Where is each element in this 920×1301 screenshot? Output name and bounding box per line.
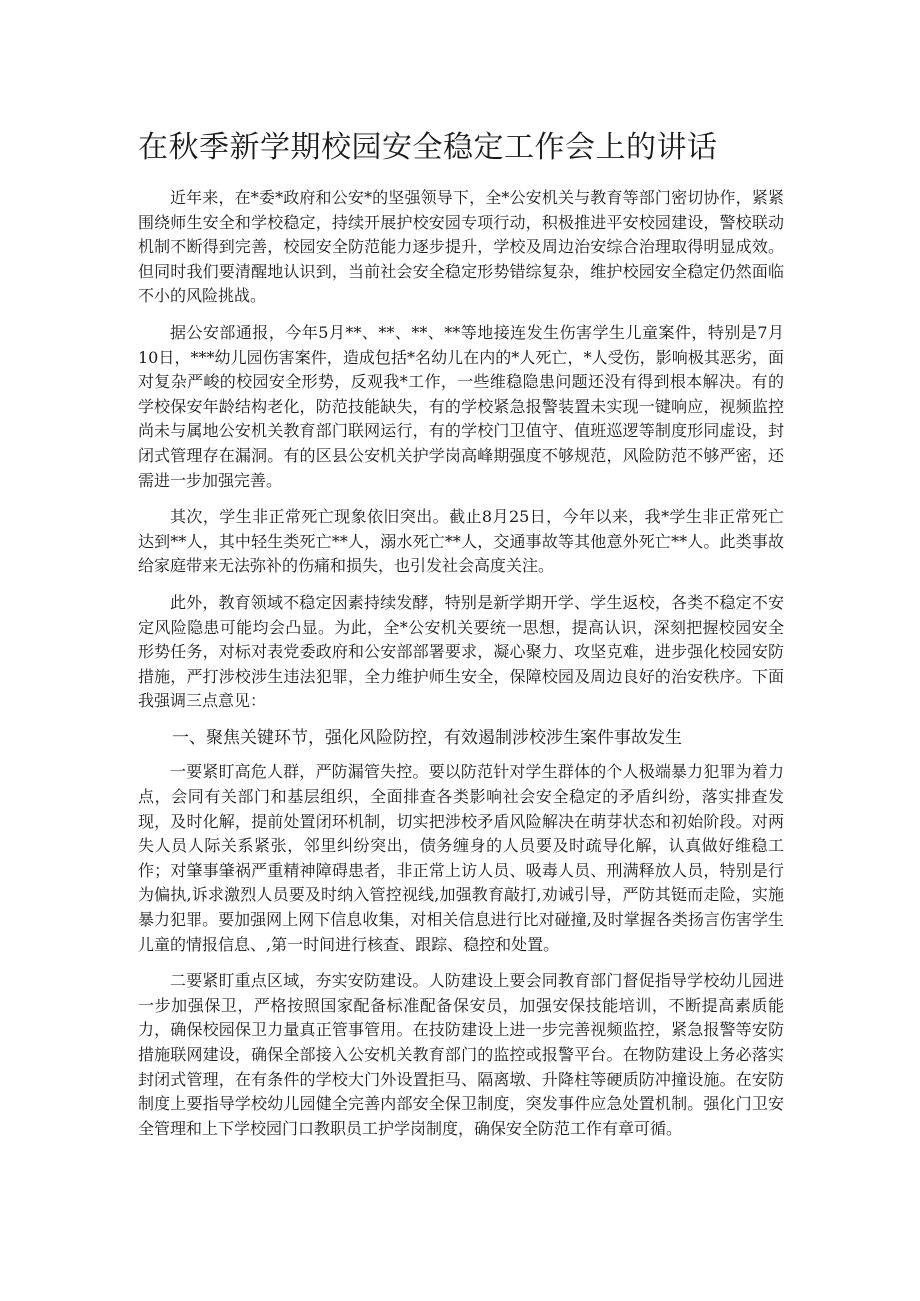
paragraph-deaths: 其次，学生非正常死亡现象依旧突出。截止8月25日，今年以来，我*学生非正常死亡达到**人，其中轻生类死亡**人，溺水死亡**人，交通事故等其他意外死亡**人。此类事故给家庭带来无法弥补的伤痛和损失，也引发社会高度关注。 bbox=[138, 507, 784, 576]
paragraph-intro: 近年来，在*委*政府和公安*的坚强领导下，全*公安机关与教育等部门密切协作，紧紧围绕师生安全和学校稳定，持续开展护校安园专项行动，积极推进平安校园建设，警校联动机制不断得到完善，校园安全防范能力逐步提升，学校及周边治安综合治理取得明显成效。但同时我们要清醒地认识到，当前社会安全稳定形势错综复杂，维护校园安全稳定仍然面临不小的风险挑战。 bbox=[138, 188, 784, 306]
paragraph-instability: 此外，教育领域不稳定因素持续发酵，特别是新学期开学、学生返校，各类不稳定不安定风险隐患可能均会凸显。为此，全*公安机关要统一思想，提高认识，深刻把握校园安全形势任务，对标对表党委政府和公安部部署要求，凝心聚力、攻坚克难，进步强化校园安防措施，严打涉校涉生违法犯罪，全力维护师生安全，保障校园及周边良好的治安秩序。下面我强调三点意见： bbox=[138, 592, 784, 711]
paragraph-cases: 据公安部通报，今年5月**、**、**、**等地接连发生伤害学生儿童案件，特别是7月10日，***幼儿园伤害案件，造成包括*名幼儿在内的*人死亡，*人受伤，影响极其恶劣，面对复杂严峻的校园安全形势，反观我*工作，一些维稳隐患问题还没有得到根本解决。有的学校保安年龄结构老化，防范技能缺失，有的学校紧急报警装置未实现一键响应，视频监控尚未与属地公安机关教育部门联网运行，有的学校门卫值守、值班巡逻等制度形同虚设，封闭式管理存在漏洞。有的区县公安机关护学岗高峰期强度不够规范，风险防范不够严密，还需进一步加强完善。 bbox=[138, 322, 784, 490]
section-heading: 一、聚焦关键环节，强化风险防控，有效遏制涉校涉生案件事故发生 bbox=[172, 727, 682, 748]
paragraph-high-risk: 一要紧盯高危人群，严防漏管失控。要以防范针对学生群体的个人极端暴力犯罪为着力点，会同有关部门和基层组织，全面排查各类影响社会安全稳定的矛盾纠纷，落实排查发现，及时化解，提前处置闭环机制，切实把涉校矛盾风险解决在萌芽状态和初始阶段。对两失人员人际关系紧张，邻里纠纷突出，债务缠身的人员要及时疏导化解，认真做好维稳工作；对肇事肇祸严重精神障碍患者，非正常上访人员、吸毒人员、刑满释放人员，特别是行为偏执,诉求激烈人员要及时纳入管控视线,加强教育敲打,劝诫引导，严防其铤而走险，实施暴力犯罪。要加强网上网下信息收集，对相关信息进行比对碰撞,及时掌握各类扬言伤害学生儿童的情报信息、,第一时间进行核查、跟踪、稳控和处置。 bbox=[138, 762, 784, 954]
paragraph-key-areas: 二要紧盯重点区域，夯实安防建设。人防建设上要会同教育部门督促指导学校幼儿园进一步加强保卫，严格按照国家配备标准配备保安员，加强安保技能培训，不断提高素质能力，确保校园保卫力量真正管事管用。在技防建设上进一步完善视频监控，紧急报警等安防措施联网建设，确保全部接入公安机关教育部门的监控或报警平台。在物防建设上务必落实封闭式管理，在有条件的学校大门外设置拒马、隔离墩、升降柱等硬质防冲撞设施。在安防制度上要指导学校幼儿园健全完善内部安全保卫制度，突发事件应急处置机制。强化门卫安全管理和上下学校园门口教职员工护学岗制度，确保安全防范工作有章可循。 bbox=[138, 971, 784, 1138]
document-body bbox=[138, 186, 784, 1153]
document-title: 在秋季新学期校园安全稳定工作会上的讲话 bbox=[138, 130, 718, 165]
